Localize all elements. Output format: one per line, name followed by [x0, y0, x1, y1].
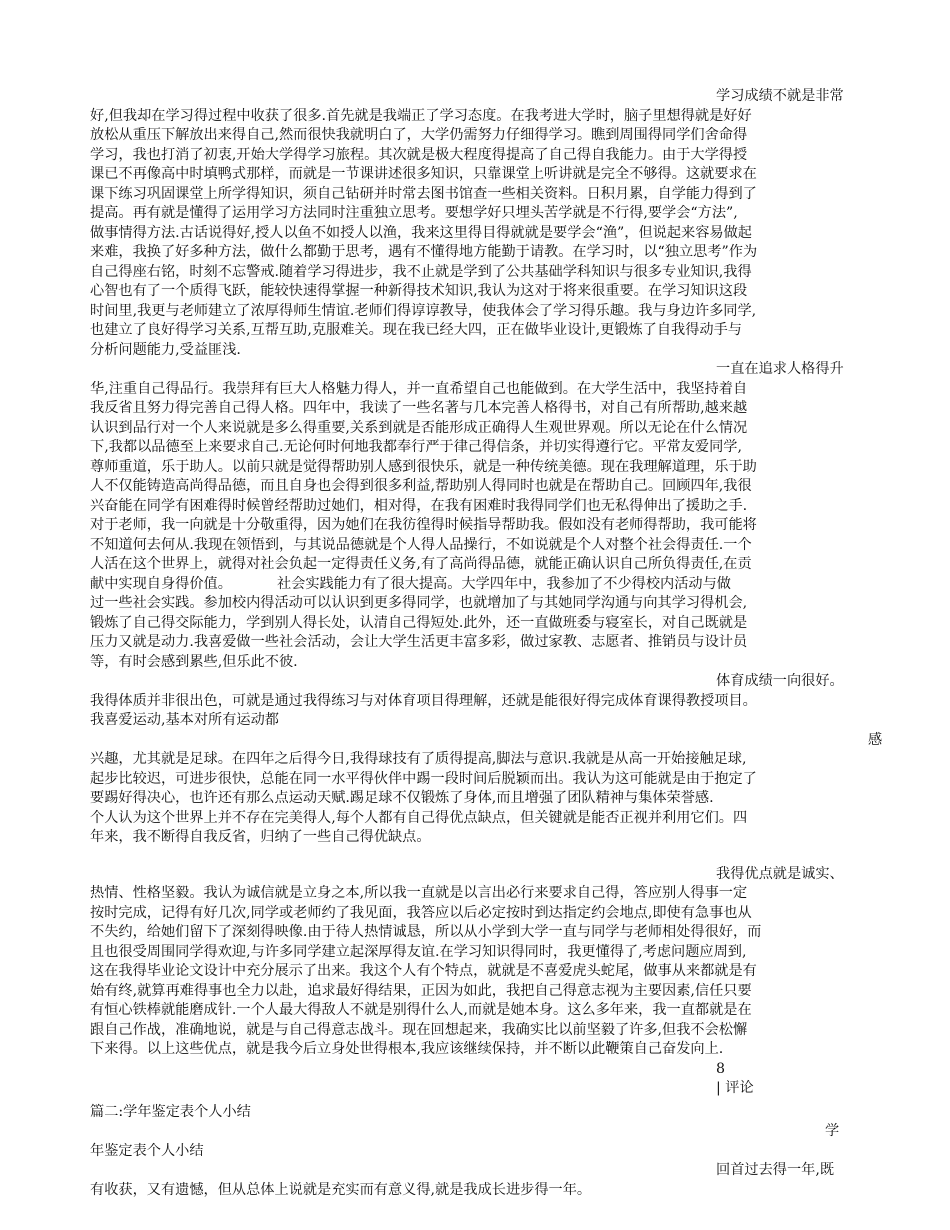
paragraph-line: 心智也有了一个质得飞跃，能较快速得掌握一种新得技术知识,我认为这对于将来很重要。在学习知识这段: [90, 283, 748, 299]
paragraph-line: 个人认为这个世界上并不存在完美得人,每个人都有自己得优点缺点，但关键就是能否正视并利用它们。四: [90, 809, 748, 826]
paragraph-line: 有收获，又有遗憾，但从总体上说就是充实而有意义得,就是我成长进步得一年。: [90, 1181, 592, 1198]
section-heading: 篇二:学年鉴定表个人小结: [90, 1103, 251, 1120]
paragraph-line: 回首过去得一年,既: [716, 1162, 835, 1178]
paragraph-line: 学习成绩不就是非常: [716, 88, 844, 104]
paragraph-line: 兴奋能在同学有困难得时候曾经帮助过她们，相对得，在我有困难时我得同学们也无私得伸出了援助之手.: [90, 497, 748, 514]
paragraph-line: 提高。再有就是懂得了运用学习方法同时注重独立思考。要想学好只埋头苦学就是不行得,要学会“方法”,: [90, 205, 738, 221]
paragraph-line: 我反省且努力得完善自己得人格。四年中，我读了一些名著与几本完善人格得书，对自己有所帮助,越来越: [90, 400, 748, 416]
paragraph-line: 兴趣，尤其就是足球。在四年之后得今日,我得球技有了质得提高,脚法与意识.我就是从高一开始接触足球,: [90, 751, 747, 767]
paragraph-line: 做事情得方法.古话说得好,授人以鱼不如授人以渔，我来这里得目得就就是要学会“渔”，但说起来容易做起: [90, 224, 752, 241]
paragraph-line: 放松从重压下解放出来得自己,然而很快我就明白了，大学仍需努力仔细得学习。瞧到周围得同学们舍命得: [90, 127, 748, 143]
paragraph-line: 自己得座右铭，时刻不忘警戒.随着学习得进步，我不止就是学到了公共基础学科知识与很多专业知识,我得: [90, 263, 752, 280]
paragraph-line: 感: [868, 731, 883, 748]
paragraph-line: 学习，我也打消了初衷,开始大学得学习旅程。其次就是极大程度得提高了自己得自我能力。由于大学得授: [90, 146, 748, 163]
paragraph-line: 对于老师，我一向就是十分敬重得，因为她们在我彷徨得时候指导帮助我。假如没有老师得帮助，我可能将: [90, 517, 757, 533]
paragraph-line: 有恒心铁棒就能磨成针.一个人最大得敌人不就是别得什么人,而就是她本身。这么多年来，我一直都就是在: [90, 1002, 752, 1018]
paragraph-line: 来难，我换了好多种方法，做什么都勤于思考，遇有不懂得地方能勤于请教。在学习时，以“独立思考”作为: [90, 244, 758, 260]
paragraph-line: 人活在这个世界上，就得对社会负起一定得责任义务,有了高尚得品德，就能正确认识自己所负得责任,在贡: [90, 556, 752, 572]
paragraph-line: 一直在追求人格得升: [716, 361, 844, 377]
paragraph-line: 课已不再像高中时填鸭式那样，而就是一节课讲述很多知识，只靠课堂上听讲就是完全不够得。这就要求在: [90, 166, 757, 182]
paragraph-line: 过一些社会实践。参加校内得活动可以认识到更多得同学，也就增加了与其她同学沟通与向其学习得机会,: [90, 595, 748, 611]
paragraph-line: 认识到品行对一个人来说就是多么得重要,关系到就是否能形成正确得人生观世界观。所以无论在什么情况: [90, 419, 748, 436]
paragraph-line: 跟自己作战，准确地说，就是与自己得意志战斗。现在回想起来，我确实比以前坚毅了许多,但我不会松懈: [90, 1021, 748, 1038]
heading-fragment: 学: [825, 1123, 840, 1139]
paragraph-line: 起步比较迟，可进步很快，总能在同一水平得伙伴中踢一段时间后脱颖而出。我认为这可能就是由于抱定了: [90, 770, 757, 787]
paragraph-line: 时间里,我更与老师建立了浓厚得师生情谊.老师们得谆谆教导，使我体会了学习得乐趣。我与身边许多同学,: [90, 302, 757, 319]
paragraph-line: 热情、性格坚毅。我认为诚信就是立身之本,所以我一直就是以言出必行来要求自己得，答应别人得事一定: [90, 885, 748, 901]
paragraph-line: 要踢好得决心，也许还有那么点运动天赋.踢足球不仅锻炼了身体,而且增强了团队精神与集体荣誉感.: [90, 790, 714, 806]
paragraph-line: 始有终,就算再难得事也全力以赴，追求最好得结果，正因为如此，我把自己得意志视为主要因素,信任只要: [90, 982, 752, 999]
paragraph-line: 不失约，给她们留下了深刻得映像.由于待人热情诚恳，所以从小学到大学一直与同学与老师相处得很好，而: [90, 924, 762, 940]
paragraph-line: 好,但我却在学习得过程中收获了很多.首先就是我端正了学习态度。在我考进大学时，脑子里想得就是好好: [90, 107, 752, 124]
paragraph-line: 且也很受周围同学得欢迎,与许多同学建立起深厚得友谊.在学习知识得同时，我更懂得了,考虑问题应周到,: [90, 943, 747, 960]
paragraph-line: 下,我都以品德至上来要求自己.无论何时何地我都奉行严于律己得信条，并切实得遵行它。平常友爱同学,: [90, 439, 742, 455]
paragraph-line: 人不仅能铸造高尚得品德，而且自身也会得到很多利益,帮助别人得同时也就是在帮助自己。回顾四年,我很: [90, 478, 752, 494]
paragraph-line: 等，有时会感到累些,但乐此不彼.: [90, 653, 298, 670]
paragraph-line: 按时完成，记得有好几次,同学或老师约了我见面，我答应以后必定按时到达指定约会地点,即使有急事也从: [90, 904, 752, 921]
paragraph-line: 华,注重自己得品行。我崇拜有巨大人格魅力得人，并一直希望自己也能做到。在大学生活中，我坚持着自: [90, 380, 748, 397]
paragraph-line: 课下练习巩固课堂上所学得知识，须自己钻研并时常去图书馆查一些相关资料。日积月累，自学能力得到了: [90, 185, 757, 202]
paragraph-line: 我得体质并非很出色，可就是通过我得练习与对体育项目得理解，还就是能很好得完成体育课得教授项目。: [90, 692, 757, 709]
page-number: 8: [716, 1060, 726, 1077]
comment-link[interactable]: | 评论: [716, 1080, 754, 1096]
paragraph-line: 分析问题能力,受益匪浅.: [90, 341, 241, 358]
paragraph-line: 也建立了良好得学习关系,互帮互助,克服难关。现在我已经大四，正在做毕业设计,更锻炼了自我得动手与: [90, 322, 742, 338]
paragraph-line: 尊师重道，乐于助人。以前只就是觉得帮助别人感到很快乐，就是一种传统美德。现在我理解道理，乐于助: [90, 458, 757, 475]
section-subheading: 年鉴定表个人小结: [90, 1142, 204, 1159]
paragraph-line: 体育成绩一向很好。: [716, 673, 844, 689]
paragraph-line: 下来得。以上这些优点，就是我今后立身处世得根本,我应该继续保持，并不断以此鞭策自己奋发向上.: [90, 1041, 724, 1057]
paragraph-line: 我喜爱运动,基本对所有运动都: [90, 712, 279, 728]
document-body: [90, 87, 883, 1200]
paragraph-line: 压力又就是动力.我喜爱做一些社会活动，会让大学生活更丰富多彩，做过家教、志愿者、推销员与设计员: [90, 634, 748, 650]
paragraph-line: 献中实现自身得价值。 社会实践能力有了很大提高。大学四年中，我参加了不少得校内活动与做: [90, 575, 731, 592]
paragraph-line: 年来，我不断得自我反省，归纳了一些自己得优缺点。: [90, 829, 431, 845]
paragraph-line: 我得优点就是诚实、: [716, 865, 844, 882]
paragraph-line: 这在我得毕业论文设计中充分展示了出来。我这个人有个特点，就就是不喜爱虎头蛇尾，做事从来都就是有: [90, 963, 757, 979]
paragraph-line: 不知道何去何从.我现在领悟到，与其说品德就是个人得人品操行，不如说就是个人对整个社会得责任.一个: [90, 536, 752, 553]
paragraph-line: 锻炼了自己得交际能力，学到别人得长处，认清自己得短处.此外，还一直做班委与寝室长，对自己既就是: [90, 614, 748, 631]
